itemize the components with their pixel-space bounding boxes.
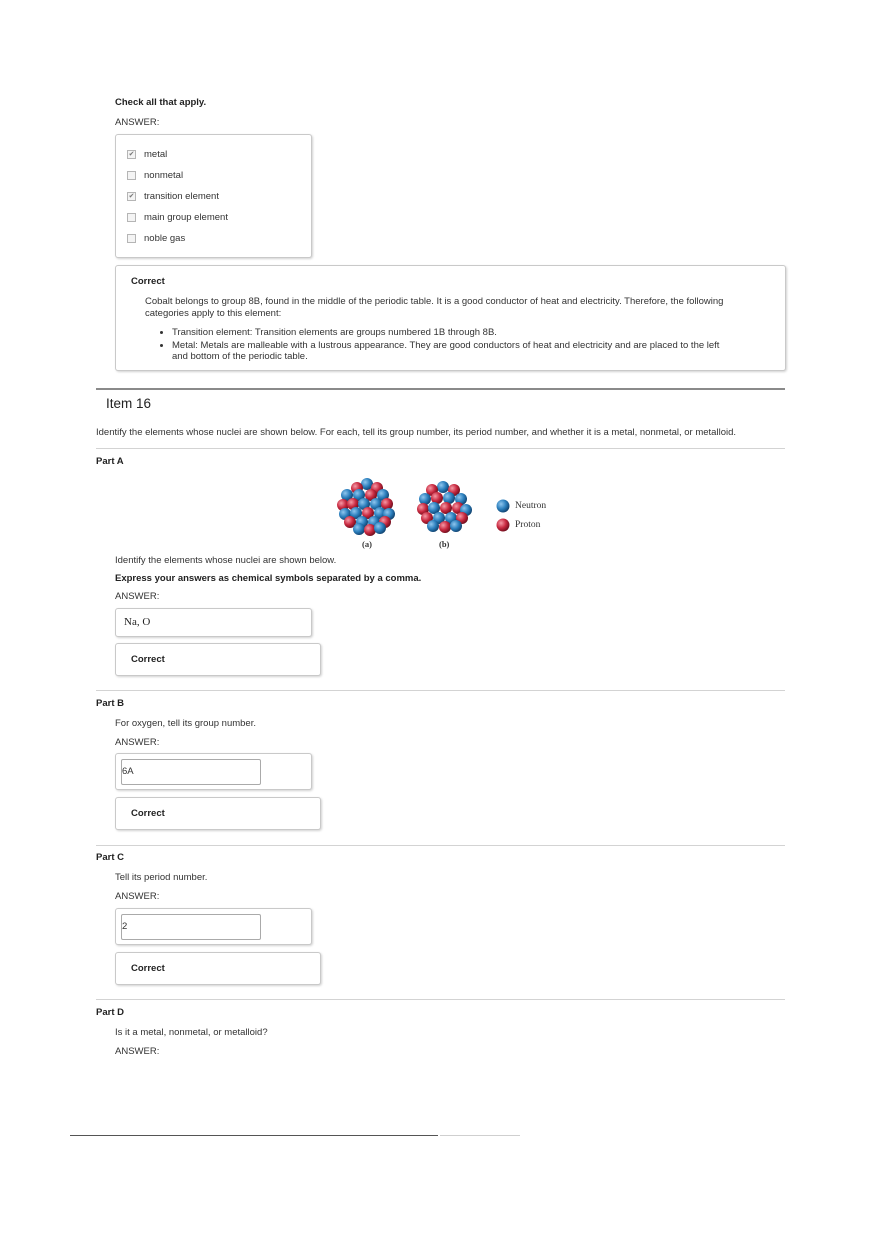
option-main-group-element[interactable] [127, 210, 228, 224]
part-b-question: For oxygen, tell its group number. [115, 718, 256, 729]
part-c-answer-box [115, 908, 312, 945]
item-prompt: Identify the elements whose nuclei are shown below. For each, tell its group number, its period number, and whether it is a metal, nonmetal, or metalloid. [96, 427, 737, 438]
part-c-question: Tell its period number. [115, 872, 208, 883]
option-metal[interactable] [127, 147, 167, 161]
part-divider [96, 690, 785, 691]
part-divider [96, 999, 785, 1000]
answer-label: ANSWER: [115, 117, 160, 128]
feedback-bullet: • Transition element: Transition elements are groups numbered 1B through 8B. [172, 327, 735, 339]
part-a-answer-box[interactable] [115, 608, 312, 637]
option-label: transition element [144, 190, 219, 202]
option-label: nonmetal [144, 169, 184, 181]
part-c-feedback [115, 952, 321, 985]
feedback-title: Correct [131, 276, 165, 287]
part-a-answer: Na, O [124, 616, 151, 628]
feedback-bullets [145, 327, 735, 364]
part-c-answer-label: ANSWER: [115, 891, 160, 902]
option-nonmetal[interactable] [127, 168, 183, 182]
nucleus-a-icon [337, 478, 395, 536]
feedback-title: Correct [131, 963, 165, 974]
part-a-question: Identify the elements whose nuclei are shown below. [115, 555, 337, 566]
checkbox-group [115, 134, 312, 258]
feedback-body: Cobalt belongs to group 8B, found in the middle of the periodic table. It is a good conductor of heat and electricity. Therefore, the following categories apply to this element: [145, 296, 724, 319]
part-b-title: Part B [96, 698, 124, 709]
legend-proton: Proton [515, 520, 541, 530]
nuclei-figure [333, 473, 563, 553]
option-noble-gas[interactable] [127, 231, 185, 245]
option-transition-element[interactable] [127, 189, 219, 203]
nucleus-b-icon [417, 481, 472, 533]
part-divider [96, 845, 785, 846]
checkbox-icon[interactable] [127, 213, 136, 222]
footer-rule-light [440, 1135, 520, 1136]
checkbox-icon[interactable] [127, 234, 136, 243]
part-c-answer-input[interactable]: 2 [121, 914, 261, 940]
checkbox-checked-icon[interactable]: ✔ [128, 150, 135, 158]
footer-rule [70, 1135, 438, 1136]
part-a-instruction: Express your answers as chemical symbols separated by a comma. [115, 573, 422, 584]
part-d-question: Is it a metal, nonmetal, or metalloid? [115, 1027, 268, 1038]
neutron-legend-icon [497, 500, 510, 513]
part-b-answer-label: ANSWER: [115, 737, 160, 748]
legend-neutron: Neutron [515, 501, 547, 511]
figure-label-a: (a) [362, 539, 372, 549]
part-divider [96, 448, 785, 449]
feedback-bullet: • Metal: Metals are malleable with a lustrous appearance. They are good conductors of heat and electricity and are placed to the left and bottom of the periodic table. [172, 340, 735, 363]
part-b-feedback [115, 797, 321, 830]
option-label: metal [144, 148, 168, 160]
part-a-answer-label: ANSWER: [115, 591, 160, 602]
checkbox-icon[interactable] [127, 171, 136, 180]
feedback-title: Correct [131, 808, 165, 819]
item-divider [96, 388, 785, 390]
option-label: main group element [144, 211, 228, 223]
part-d-title: Part D [96, 1007, 124, 1018]
part-d-answer-label: ANSWER: [115, 1046, 160, 1057]
item-title: Item 16 [106, 396, 152, 411]
checkbox-checked-icon[interactable]: ✔ [128, 192, 135, 200]
check-all-instruction: Check all that apply. [115, 97, 207, 108]
figure-label-b: (b) [439, 539, 450, 549]
part-a-feedback [115, 643, 321, 676]
feedback-panel [115, 265, 786, 371]
part-b-answer-input[interactable]: 6A [121, 759, 261, 785]
part-c-title: Part C [96, 852, 124, 863]
feedback-title: Correct [131, 654, 165, 665]
proton-legend-icon [497, 519, 510, 532]
option-label: noble gas [144, 232, 186, 244]
part-b-answer-box [115, 753, 312, 790]
part-a-title: Part A [96, 456, 124, 467]
